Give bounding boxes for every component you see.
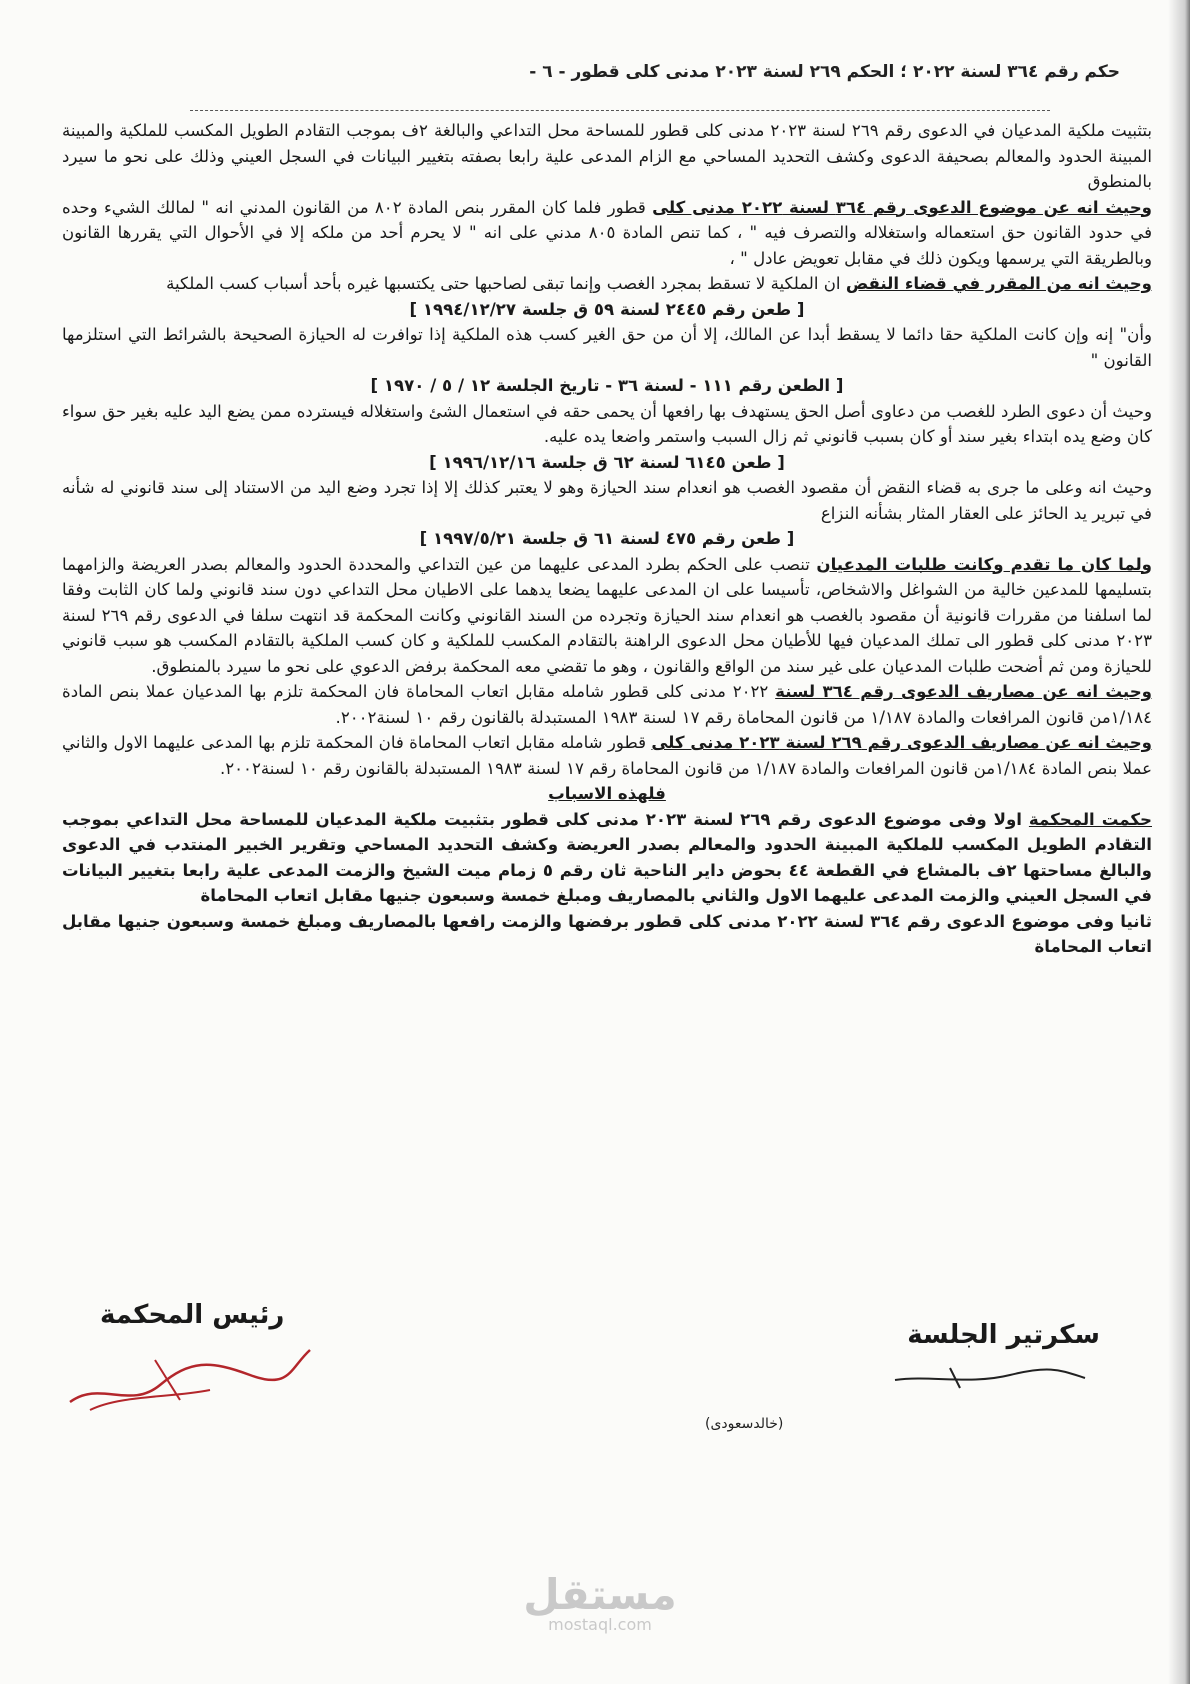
- citation-2: [ الطعن رقم ١١١ - لسنة ٣٦ - تاريخ الجلسة ١٢ / ٥ / ١٩٧٠ ]: [370, 376, 844, 395]
- paragraph-possession: وأن" إنه وإن كانت الملكية حقا دائما لا يسقط أبدا عن المالك، إلا أن من حق الغير كسب هذه الملكية إذا توافرت له الحيازة الصحيحة بالشرائط التي استلزمها القانون ": [62, 325, 1152, 370]
- paragraph-usurpation: وحيث انه وعلى ما جرى به قضاء النقض أن مقصود الغصب هو انعدام سند الحيازة وهو لا يعتبر كذلك إلا إذا تجرد وضع اليد من الاستناد إلى سند قانوني له شأنه في تبرير يد الحائز على العقار المثار بشأنه النزاع: [62, 478, 1152, 523]
- costs-364-text: ٢٠٢٢ مدنى كلى قطور شامله مقابل اتعاب المحاماة فان المحكمة تلزم بها المدعيان عملا بنص المادة ١/١٨٤من قانون المرافعات والمادة ١/١٨٧ من قانون المحاماة رقم ١٧ لسنة ١٩٨٣ المستبدلة بالقانون رقم ١٠ لسنة٢٠٠٢.: [62, 682, 1152, 727]
- verdict-first-text: اولا وفى موضوع الدعوى رقم ٢٦٩ لسنة ٢٠٢٣ مدنى كلى قطور بتثبيت ملكية المدعيان للمساحة محل التداعي بموجب التقادم الطويل المكسب للملكية المبينة الحدود والمعالم بصدر العريضة وكشف التحديد المساحي وتقرير الخبير المنتدب في الدعوى والبالغ مساحتها ٢ف بالمشاع في القطعة ٤٤ بحوض داير الناحية ثان رقم ٥ زمام ميت الشيخ والزمت المدعى علية رابعا بتغيير البيانات في السجل العيني والزمت المدعى عليهما الاول والثاني بالمصاريف ومبلغ خمسة وسبعون جنيها مقابل اتعاب المحاماة: [62, 809, 1152, 905]
- document-body: [62, 118, 1152, 960]
- paragraph-costs-269: [62, 730, 1152, 781]
- verdict-first: [62, 807, 1152, 909]
- paragraph-case-364: [62, 195, 1152, 272]
- citation-3: [ طعن ٦١٤٥ لسنة ٦٢ ق جلسة ١٩٩٦/١٢/١٦ ]: [429, 452, 785, 472]
- case-364-heading: وحيث انه عن موضوع الدعوى رقم ٣٦٤ لسنة ٢٠٢٢ مدنى كلى: [652, 197, 1152, 217]
- claims-heading: ولما كان ما تقدم وكانت طلبات المدعيان: [816, 554, 1153, 574]
- claims-text: تنصب على الحكم بطرد المدعى عليهما من عين التداعي والمحددة الحدود والمعالم بصدر العريضة والزامهما بتسليمها للمدعين خالية من الشواغل والاشخاص، تأسيسا على ان المدعى عليهما يضعا يدهما على الاطيان محل التداعي دون سند قانوني ولما كان الثابت وفقا لما اسلفنا من مقررات قانونية أن مقصود بالغصب هو انعدام سند الحيازة وتجرده من السند القانوني وكانت المحكمة قد انتهت سلفا في الدعوى رقم ٢٦٩ لسنة ٢٠٢٣ مدنى كلى قطور الى تملك المدعيان فيها للأطيان محل الدعوى الراهنة بالتقادم المكسب للملكية و كان كسب الملكية بالتقادم المكسب هو سبب قانوني للحيازة ومن ثم أضحت طلبات المدعيان على غير سند من الواقع والقانون ، وهو ما تقضي معه المحكمة برفض الدعوي على نحو ما سيرد بالمنطوق.: [62, 554, 1152, 676]
- costs-269-text: قطور شامله مقابل اتعاب المحاماة فان المحكمة تلزم بها المدعى عليهما الاول والثاني عملا بنص المادة ١/١٨٤من قانون المرافعات والمادة ١/١٨٧ من قانون المحاماة رقم ١٧ لسنة ١٩٨٣ المستبدلة بالقانون رقم ١٠ لسنة٢٠٠٢.: [62, 733, 1152, 778]
- secretary-signature-scribble: [890, 1360, 1090, 1390]
- judge-signature-scribble: [60, 1340, 320, 1420]
- judge-signature-label: رئيس المحكمة: [100, 1300, 285, 1330]
- paragraph-ownership: بتثبيت ملكية المدعيان في الدعوى رقم ٢٦٩ لسنة ٢٠٢٣ مدنى كلى قطور للمساحة محل التداعي والبالغة ٢ف بموجب التقادم الطويل المكسب للملكية والمبينة المبينة الحدود والمعالم بصحيفة الدعوى وكشف التحديد المساحي مع الزام المدعى علية رابعا بصفته بتغيير البيانات في السجل العيني وذلك على نحو ما سيرد بالمنطوق: [62, 121, 1152, 191]
- case-364-text: قطور فلما كان المقرر بنص المادة ٨٠٢ من القانون المدني انه " لمالك الشيء وحده في حدود القانون حق استعماله واستغلاله والتصرف فيه " ، كما تنص المادة ٨٠٥ مدني على انه " لا يحرم أحد من ملكه إلا في الأحوال التي يقررها القانون وبالطريقة التي يرسمها ويكون ذلك في مقابل تعويض عادل " ،: [62, 197, 1152, 268]
- paragraph-costs-364: [62, 679, 1152, 730]
- verdict-heading: حكمت المحكمة: [1028, 809, 1152, 829]
- paragraph-eviction: وحيث أن دعوى الطرد للغصب من دعاوى أصل الحق يستهدف بها رافعها أن يحمى حقه في استعمال الشئ واستغلاله فيسترده ممن يضع اليد عليه بغير حق سواء كان وضع يده ابتداء بغير سند أو كان بسبب قانوني ثم زال السبب واستمر واضعا يده عليه.: [62, 401, 1152, 446]
- citation-1: [ طعن رقم ٢٤٤٥ لسنة ٥٩ ق جلسة ١٩٩٤/١٢/٢٧ ]: [409, 299, 805, 319]
- watermark-latin: mostaql.com: [548, 1615, 652, 1634]
- paragraph-claims: [62, 552, 1152, 680]
- cassation-text: ان الملكية لا تسقط بمجرد الغصب وإنما تبقى لصاحبها حتى يكتسبها غيره بأحد أسباب كسب الملكية: [166, 274, 846, 293]
- costs-269-heading: وحيث انه عن مصاريف الدعوى رقم ٢٦٩ لسنة ٢٠٢٣ مدنى كلى: [651, 733, 1152, 752]
- citation-4: [ طعن رقم ٤٧٥ لسنة ٦١ ق جلسة ١٩٩٧/٥/٢١ ]: [419, 529, 795, 548]
- clerk-name: (خالدسعودى): [705, 1416, 784, 1432]
- reasons-heading: فلهذه الاسباب: [548, 784, 666, 803]
- header-divider: [190, 110, 1050, 111]
- watermark-arabic: مستقل: [523, 1570, 677, 1619]
- scan-shadow-edge: [1168, 0, 1190, 1684]
- verdict-second: ثانيا وفى موضوع الدعوى رقم ٣٦٤ لسنة ٢٠٢٢ مدنى كلى قطور برفضها والزمت رافعها بالمصاريف ومبلغ خمسة وسبعون جنيها مقابل اتعاب المحاماة: [62, 911, 1153, 956]
- paragraph-cassation: [62, 271, 1152, 297]
- watermark: [500, 1570, 700, 1634]
- cassation-heading: وحيث انه من المقرر في قضاء النقض: [845, 274, 1152, 293]
- secretary-signature-label: سكرتير الجلسة: [907, 1320, 1100, 1350]
- costs-364-heading: وحيث انه عن مصاريف الدعوى رقم ٣٦٤ لسنة: [775, 682, 1152, 701]
- page-header: حكم رقم ٣٦٤ لسنة ٢٠٢٢ ؛ الحكم ٢٦٩ لسنة ٢٠٢٣ مدنى كلى قطور - ٦ -: [529, 62, 1120, 82]
